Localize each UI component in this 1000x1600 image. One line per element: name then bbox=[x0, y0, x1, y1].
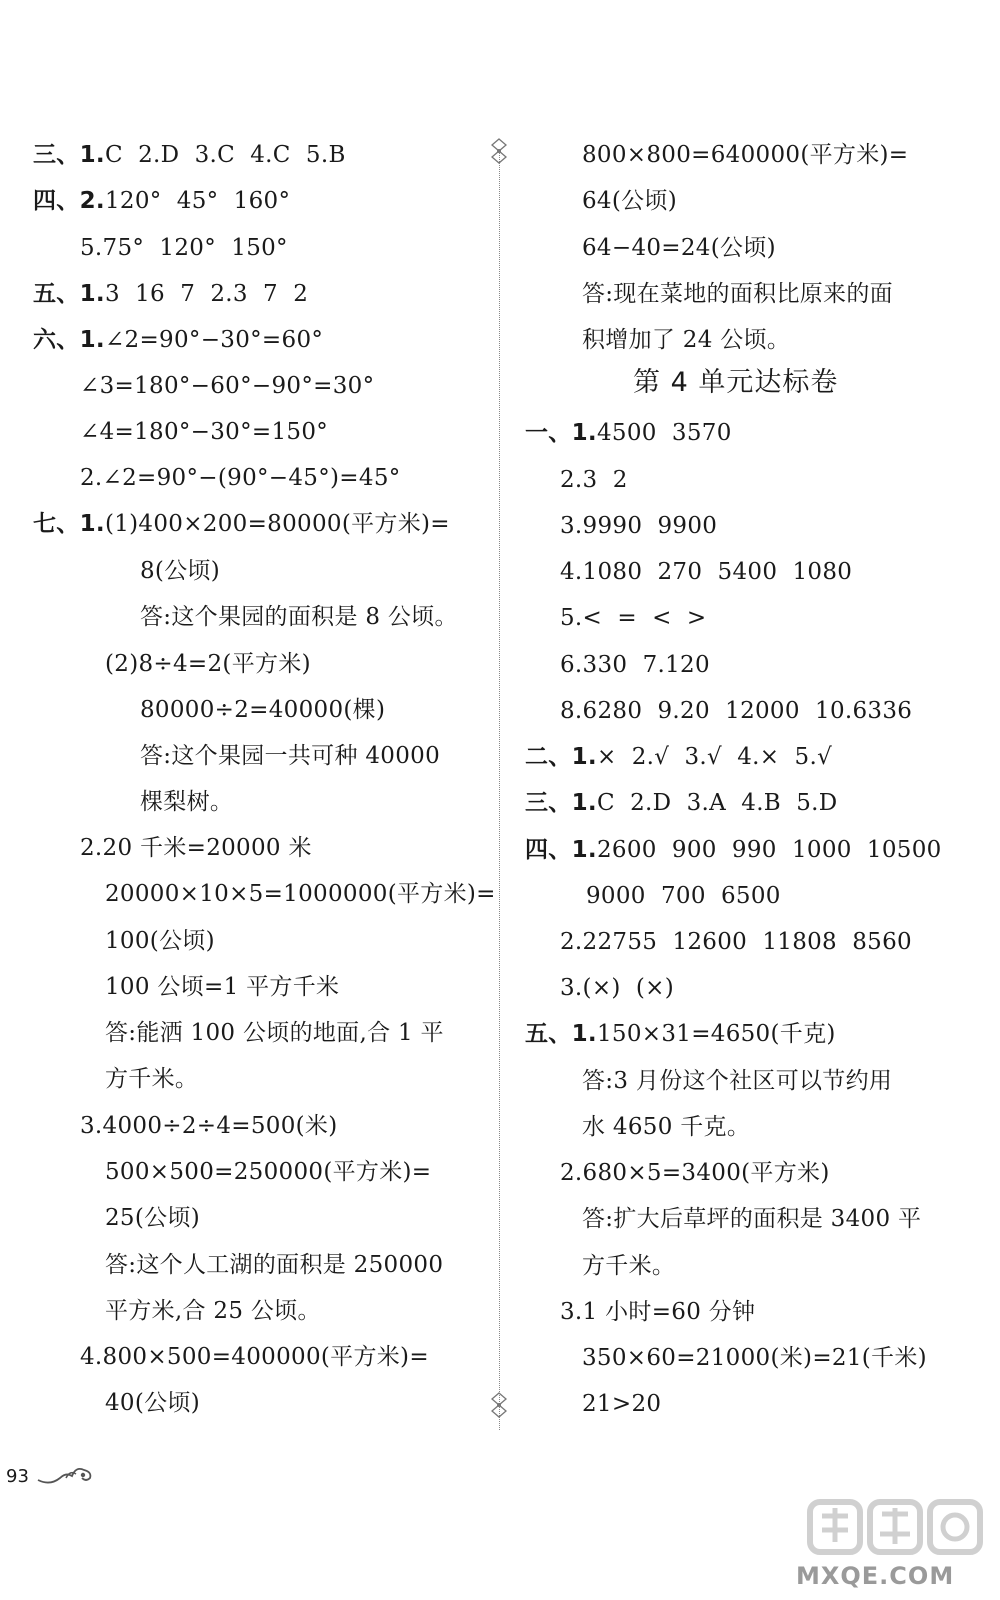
answer-line bbox=[582, 325, 790, 355]
answer-line bbox=[582, 279, 893, 309]
answer-line bbox=[80, 417, 328, 447]
answer-line bbox=[582, 186, 677, 216]
answer-line bbox=[33, 325, 323, 355]
answer-text: 4.1080 270 5400 1080 bbox=[560, 559, 853, 585]
watermark-text: MXQE.COM bbox=[796, 1562, 955, 1590]
answer-line bbox=[80, 233, 288, 263]
answer-line bbox=[560, 973, 674, 1003]
answer-text: 100 公顷=1 平方千米 bbox=[105, 974, 340, 1000]
answer-text: 20000×10×5=1000000(平方米)= bbox=[105, 881, 496, 907]
answer-line bbox=[560, 650, 710, 680]
answer-text: 80000÷2=40000(棵) bbox=[140, 697, 386, 723]
diamond-knot-icon bbox=[490, 1392, 508, 1418]
answer-text: 4.800×500=400000(平方米)= bbox=[80, 1344, 429, 1370]
answer-line bbox=[582, 1066, 892, 1096]
answer-line bbox=[560, 511, 717, 541]
answer-line bbox=[560, 1158, 830, 1188]
answer-text: 5.< = < > bbox=[560, 605, 707, 631]
answer-line bbox=[80, 1342, 429, 1372]
question-number: 七、1. bbox=[33, 511, 105, 537]
answer-line bbox=[105, 926, 215, 956]
answer-text: 答:能洒 100 公顷的地面,合 1 平 bbox=[105, 1020, 444, 1046]
answer-line bbox=[560, 927, 912, 957]
answer-line bbox=[582, 1343, 927, 1373]
answer-line bbox=[140, 602, 458, 632]
answer-text: 答:这个果园一共可种 40000 bbox=[140, 743, 441, 769]
page-number: 93 bbox=[6, 1466, 29, 1487]
answer-line bbox=[33, 509, 450, 539]
question-number: 四、2. bbox=[33, 188, 105, 214]
answer-line bbox=[586, 881, 781, 911]
answer-text: 8.6280 9.20 12000 10.6336 bbox=[560, 698, 913, 724]
answer-line bbox=[140, 787, 233, 817]
answer-text: ∠4=180°−30°=150° bbox=[80, 419, 329, 445]
answer-text: 答:这个人工湖的面积是 250000 bbox=[105, 1252, 444, 1278]
answer-text: 2.22755 12600 11808 8560 bbox=[560, 929, 912, 955]
answer-text: (1)400×200=80000(平方米)= bbox=[104, 511, 450, 537]
question-number: 五、1. bbox=[33, 281, 105, 307]
answer-text: 方千米。 bbox=[582, 1253, 676, 1279]
answer-text: 答:现在菜地的面积比原来的面 bbox=[582, 281, 893, 307]
answer-line bbox=[105, 1203, 200, 1233]
answer-line bbox=[140, 556, 220, 586]
answer-text: × 2.√ 3.√ 4.× 5.√ bbox=[596, 744, 833, 770]
answer-text: 6.330 7.120 bbox=[560, 652, 710, 678]
answer-text: 2.20 千米=20000 米 bbox=[80, 835, 312, 861]
answer-line bbox=[105, 1388, 200, 1418]
answer-line bbox=[525, 742, 832, 772]
answer-line bbox=[105, 879, 496, 909]
answer-line bbox=[105, 1157, 431, 1187]
column-divider bbox=[499, 150, 500, 1430]
answer-text: ∠3=180°−60°−90°=30° bbox=[80, 373, 375, 399]
question-number: 一、1. bbox=[525, 420, 597, 446]
answer-text: C 2.D 3.A 4.B 5.D bbox=[596, 790, 838, 816]
answer-text: 2600 900 990 1000 10500 bbox=[596, 837, 942, 863]
answer-text: 5.75° 120° 150° bbox=[80, 235, 288, 261]
answer-text: 水 4650 千克。 bbox=[582, 1114, 751, 1140]
answer-line bbox=[525, 418, 732, 448]
answer-line bbox=[582, 1389, 661, 1419]
answer-text: 3.(×) (×) bbox=[560, 975, 675, 1001]
answer-line bbox=[105, 1250, 443, 1280]
answer-line bbox=[80, 463, 401, 493]
answer-text: 方千米。 bbox=[105, 1066, 199, 1092]
answer-text: 2.3 2 bbox=[560, 467, 628, 493]
answer-text: 2.680×5=3400(平方米) bbox=[560, 1160, 830, 1186]
answer-text: 3.9990 9900 bbox=[560, 513, 718, 539]
answer-line bbox=[33, 279, 308, 309]
answer-text: 120° 45° 160° bbox=[104, 188, 291, 214]
answer-line bbox=[525, 1019, 836, 1049]
answer-line bbox=[105, 1064, 198, 1094]
answer-text: 棵梨树。 bbox=[140, 789, 234, 815]
question-number: 三、1. bbox=[525, 790, 597, 816]
answer-line bbox=[582, 1112, 750, 1142]
question-number: 三、1. bbox=[33, 142, 105, 168]
answer-text: 25(公顷) bbox=[105, 1205, 201, 1231]
answer-line bbox=[105, 972, 339, 1002]
answer-text: 40(公顷) bbox=[105, 1390, 201, 1416]
answer-line bbox=[560, 1297, 755, 1327]
answer-line bbox=[560, 465, 628, 495]
question-number: 五、1. bbox=[525, 1021, 597, 1047]
question-number: 六、1. bbox=[33, 327, 105, 353]
answer-line bbox=[105, 649, 311, 679]
answer-line bbox=[105, 1296, 321, 1326]
answer-line bbox=[140, 695, 385, 725]
answer-text: (2)8÷4=2(平方米) bbox=[105, 651, 311, 677]
diamond-knot-icon bbox=[490, 138, 508, 164]
answer-line bbox=[560, 603, 707, 633]
answer-text: 21>20 bbox=[582, 1391, 662, 1417]
answer-text: 3.1 小时=60 分钟 bbox=[560, 1299, 756, 1325]
answer-text: 答:扩大后草坪的面积是 3400 平 bbox=[582, 1206, 922, 1232]
answer-line bbox=[582, 140, 908, 170]
answer-text: 800×800=640000(平方米)= bbox=[582, 142, 909, 168]
answer-text: 3 16 7 2.3 7 2 bbox=[104, 281, 309, 307]
answer-text: 3.4000÷2÷4=500(米) bbox=[80, 1113, 338, 1139]
answer-line bbox=[582, 233, 776, 263]
answer-text: 积增加了 24 公顷。 bbox=[582, 327, 791, 353]
cloud-swirl-icon bbox=[36, 1460, 96, 1486]
question-number: 四、1. bbox=[525, 837, 597, 863]
answer-line bbox=[80, 1111, 338, 1141]
answer-text: 2.∠2=90°−(90°−45°)=45° bbox=[80, 465, 401, 491]
answer-line bbox=[80, 833, 312, 863]
answer-line bbox=[33, 140, 346, 170]
answer-line bbox=[33, 186, 290, 216]
answer-text: ∠2=90°−30°=60° bbox=[104, 327, 324, 353]
answer-text: 答:这个果园的面积是 8 公顷。 bbox=[140, 604, 458, 630]
answer-text: 150×31=4650(千克) bbox=[596, 1021, 836, 1047]
answer-text: 500×500=250000(平方米)= bbox=[105, 1159, 432, 1185]
answer-line bbox=[582, 1251, 675, 1281]
question-number: 二、1. bbox=[525, 744, 597, 770]
answer-line bbox=[80, 371, 374, 401]
section-title: 第 4 单元达标卷 bbox=[633, 367, 839, 398]
answer-line bbox=[140, 741, 440, 771]
answer-line bbox=[560, 696, 912, 726]
answer-text: 平方米,合 25 公顷。 bbox=[105, 1298, 321, 1324]
answer-text: 64−40=24(公顷) bbox=[582, 235, 776, 261]
answer-text: 8(公顷) bbox=[140, 558, 221, 584]
answer-text: 64(公顷) bbox=[582, 188, 678, 214]
answer-text: 答:3 月份这个社区可以节约用 bbox=[582, 1068, 893, 1094]
answer-line bbox=[560, 557, 852, 587]
answer-text: 4500 3570 bbox=[596, 420, 732, 446]
answer-text: 350×60=21000(米)=21(千米) bbox=[582, 1345, 927, 1371]
answer-line bbox=[105, 1018, 444, 1048]
answer-line bbox=[525, 788, 838, 818]
answer-text: C 2.D 3.C 4.C 5.B bbox=[104, 142, 346, 168]
answer-text: 100(公顷) bbox=[105, 928, 215, 954]
answer-line bbox=[525, 835, 942, 865]
answer-text: 9000 700 6500 bbox=[586, 883, 781, 909]
answer-line bbox=[582, 1204, 921, 1234]
